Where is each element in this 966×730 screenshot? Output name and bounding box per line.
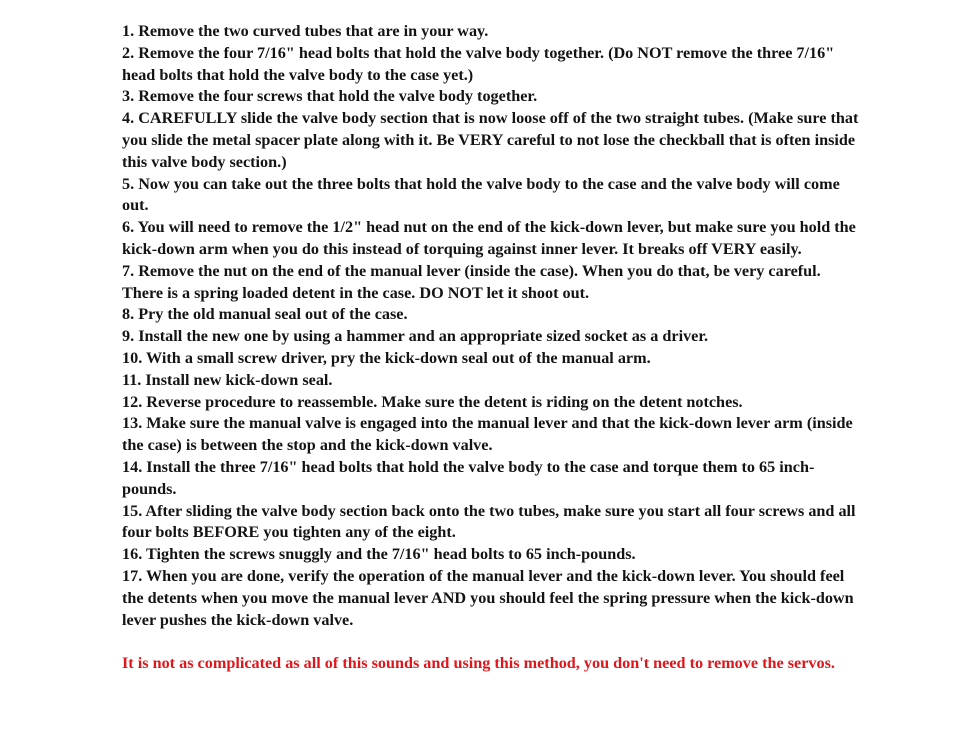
step-11: 11. Install new kick-down seal. xyxy=(122,370,333,389)
step-10: 10. With a small screw driver, pry the kick-down seal out of the manual arm. xyxy=(122,348,651,367)
step-2: 2. Remove the four 7/16" head bolts that hold the valve body together. (Do NOT remove the three 7/16" head bolts that hold the valve body to the case yet.) xyxy=(122,43,835,84)
step-15: 15. After sliding the valve body section back onto the two tubes, make sure you start all four screws and all four bolts BEFORE you tighten any of the eight. xyxy=(122,501,856,542)
step-4: 4. CAREFULLY slide the valve body section that is now loose off of the two straight tubes. (Make sure that you slide the metal spacer plate along with it. Be VERY careful to not lose the checkball that is often inside this valve body section.) xyxy=(122,109,859,171)
step-1: 1. Remove the two curved tubes that are in your way. xyxy=(122,22,489,40)
closing-note: It is not as complicated as all of this sounds and using this method, you don't need to remove the servos. xyxy=(122,654,835,673)
step-16: 16. Tighten the screws snuggly and the 7/16" head bolts to 65 inch-pounds. xyxy=(122,545,636,564)
step-3: 3. Remove the four screws that hold the valve body together. xyxy=(122,87,538,106)
instruction-document xyxy=(122,21,862,675)
step-13: 13. Make sure the manual valve is engaged into the manual lever and that the kick-down lever arm (inside the case) is between the stop and the kick-down valve. xyxy=(122,414,853,455)
step-7: 7. Remove the nut on the end of the manual lever (inside the case). When you do that, be very careful. There is a spring loaded detent in the case. DO NOT let it shoot out. xyxy=(122,261,821,302)
step-14: 14. Install the three 7/16" head bolts that hold the valve body to the case and torque them to 65 inch-pounds. xyxy=(122,457,815,498)
step-12: 12. Reverse procedure to reassemble. Make sure the detent is riding on the detent notches. xyxy=(122,392,743,411)
step-9: 9. Install the new one by using a hammer and an appropriate sized socket as a driver. xyxy=(122,327,709,346)
step-17: 17. When you are done, verify the operation of the manual lever and the kick-down lever. You should feel the detents when you move the manual lever AND you should feel the spring pressure when the kick-down lever pushes the kick-down valve. xyxy=(122,566,854,629)
step-8: 8. Pry the old manual seal out of the case. xyxy=(122,305,408,324)
step-5: 5. Now you can take out the three bolts that hold the valve body to the case and the valve body will come out. xyxy=(122,174,840,215)
step-6: 6. You will need to remove the 1/2" head nut on the end of the kick-down lever, but make sure you hold the kick-down arm when you do this instead of torquing against inner lever. It breaks off VERY easily. xyxy=(122,218,856,258)
